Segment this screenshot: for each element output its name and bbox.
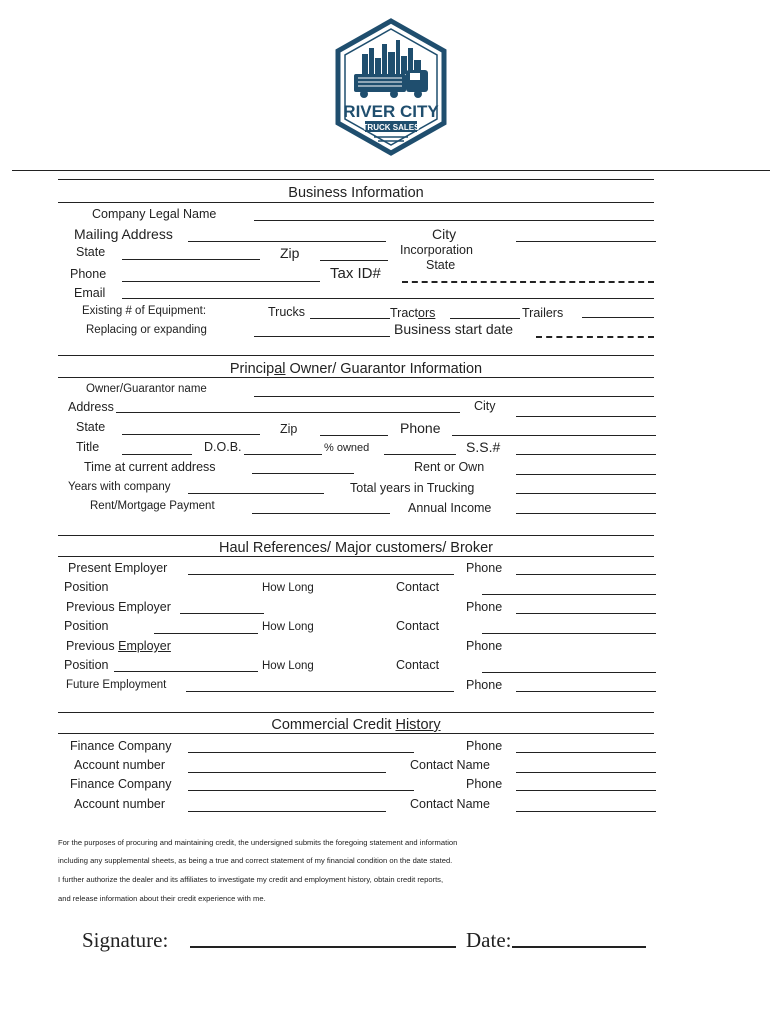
owner-state-label: State <box>76 420 106 434</box>
logo-badge-icon <box>332 18 450 156</box>
business-zip-field[interactable] <box>320 260 388 261</box>
owner-city-label: City <box>474 399 496 413</box>
contact-label-3: Contact <box>396 658 440 672</box>
finance-company-field-1[interactable] <box>188 752 414 753</box>
section-rule <box>58 377 654 378</box>
years-with-company-label: Years with company <box>68 481 171 493</box>
owner-title-field[interactable] <box>122 454 192 455</box>
position-field-2[interactable] <box>154 633 258 634</box>
years-with-company-field[interactable] <box>188 493 324 494</box>
business-state-field[interactable] <box>122 259 260 260</box>
business-zip-label: Zip <box>280 245 300 261</box>
how-long-label-2: How Long <box>262 621 314 633</box>
incorporation-state-label: State <box>426 258 456 272</box>
section-rule <box>58 556 654 557</box>
existing-equipment-label: Existing # of Equipment: <box>82 305 207 317</box>
rent-or-own-field[interactable] <box>516 474 656 475</box>
statement-line-3: I further authorize the dealer and its affiliates to investigate my credit and employment history, obtain credit reports, <box>58 875 444 884</box>
logo-subtitle: TRUCK SALES <box>362 123 420 132</box>
previous-employer-field-1[interactable] <box>180 613 264 614</box>
owner-name-field[interactable] <box>254 396 654 397</box>
business-phone-field[interactable] <box>122 281 320 282</box>
contact-name-field-2[interactable] <box>516 811 656 812</box>
previous-employer-phone-label-1: Phone <box>466 600 503 614</box>
owner-zip-field[interactable] <box>320 435 388 436</box>
owner-city-field[interactable] <box>516 416 656 417</box>
ssn-label: S.S.# <box>466 439 501 455</box>
previous-employer-phone-field-1[interactable] <box>516 613 656 614</box>
signature-label: Signature: <box>82 928 169 952</box>
owner-phone-field[interactable] <box>452 435 656 436</box>
finance-phone-field-2[interactable] <box>516 790 656 791</box>
account-number-label-1: Account number <box>74 758 166 772</box>
business-city-label: City <box>432 226 457 242</box>
date-label: Date: <box>466 928 512 952</box>
position-label-1: Position <box>64 580 109 594</box>
pct-owned-label: % owned <box>324 442 370 454</box>
replacing-expanding-field[interactable] <box>254 336 390 337</box>
section-title-business: Business Information <box>288 185 424 201</box>
time-at-address-label: Time at current address <box>84 460 216 474</box>
tax-id-field[interactable] <box>402 281 654 283</box>
business-start-date-field[interactable] <box>536 336 654 338</box>
owner-address-field[interactable] <box>116 412 460 413</box>
tractors-label: Tractors <box>390 306 436 320</box>
previous-employer-label-1: Previous Employer <box>66 600 171 614</box>
business-state-label: State <box>76 245 106 259</box>
finance-company-label-2: Finance Company <box>70 777 172 791</box>
rent-mortgage-label: Rent/Mortgage Payment <box>90 500 215 512</box>
contact-field-3[interactable] <box>482 672 656 673</box>
statement-line-1: For the purposes of procuring and maintaining credit, the undersigned submits the foregoing statement and information <box>58 838 458 847</box>
dob-label: D.O.B. <box>204 440 242 454</box>
future-employment-phone-label: Phone <box>466 678 503 692</box>
annual-income-field[interactable] <box>516 513 656 514</box>
contact-label-1: Contact <box>396 580 440 594</box>
position-label-3: Position <box>64 658 109 672</box>
trailers-field[interactable] <box>582 317 654 318</box>
company-legal-name-label: Company Legal Name <box>92 207 217 221</box>
finance-phone-label-2: Phone <box>466 777 503 791</box>
present-employer-phone-field[interactable] <box>516 574 656 575</box>
dob-field[interactable] <box>244 454 322 455</box>
section-rule <box>58 202 654 203</box>
business-city-field[interactable] <box>516 241 656 242</box>
total-years-trucking-label: Total years in Trucking <box>350 481 475 495</box>
future-employment-field[interactable] <box>186 691 454 692</box>
email-label: Email <box>74 286 106 300</box>
previous-employer-phone-label-2: Phone <box>466 639 503 653</box>
owner-state-field[interactable] <box>122 434 260 435</box>
company-legal-name-field[interactable] <box>254 220 654 221</box>
future-employment-label: Future Employment <box>66 679 167 691</box>
contact-field-1[interactable] <box>482 594 656 595</box>
section-rule <box>58 535 654 536</box>
trailers-label: Trailers <box>522 306 564 320</box>
section-rule <box>58 355 654 356</box>
section-title-haul: Haul References/ Major customers/ Broker <box>219 540 493 556</box>
present-employer-label: Present Employer <box>68 561 168 575</box>
owner-phone-label: Phone <box>400 420 441 436</box>
business-phone-label: Phone <box>70 267 107 281</box>
section-title-owner: Principal Owner/ Guarantor Information <box>229 361 483 377</box>
owner-zip-label: Zip <box>280 422 298 436</box>
finance-company-label-1: Finance Company <box>70 739 172 753</box>
account-number-field-2[interactable] <box>188 811 386 812</box>
pct-owned-field[interactable] <box>384 454 456 455</box>
company-logo <box>332 18 450 156</box>
contact-field-2[interactable] <box>482 633 656 634</box>
future-employment-phone-field[interactable] <box>516 691 656 692</box>
rent-or-own-label: Rent or Own <box>414 460 485 474</box>
finance-phone-field-1[interactable] <box>516 752 656 753</box>
trucks-field[interactable] <box>310 318 390 319</box>
tractors-field[interactable] <box>450 318 520 319</box>
business-start-date-label: Business start date <box>394 321 514 337</box>
owner-address-label: Address <box>68 400 114 414</box>
contact-name-label-2: Contact Name <box>410 797 490 811</box>
position-label-2: Position <box>64 619 109 633</box>
contact-label-2: Contact <box>396 619 440 633</box>
statement-line-2: including any supplemental sheets, as being a true and correct statement of my financial condition on the date stated. <box>58 856 453 865</box>
account-number-label-2: Account number <box>74 797 166 811</box>
date-field[interactable] <box>512 946 646 948</box>
how-long-label-3: How Long <box>262 660 314 672</box>
trucks-label: Trucks <box>268 305 306 319</box>
contact-name-field-1[interactable] <box>516 772 656 773</box>
statement-line-4: and release information about their credit experience with me. <box>58 894 266 903</box>
finance-phone-label-1: Phone <box>466 739 503 753</box>
how-long-label-1: How Long <box>262 582 314 594</box>
mailing-address-label: Mailing Address <box>74 226 173 242</box>
annual-income-label: Annual Income <box>408 501 492 515</box>
replacing-expanding-label: Replacing or expanding <box>86 324 207 336</box>
contact-name-label-1: Contact Name <box>410 758 490 772</box>
ssn-field[interactable] <box>516 454 656 455</box>
total-years-trucking-field[interactable] <box>516 493 656 494</box>
email-field[interactable] <box>122 298 654 299</box>
section-title-credit: Commercial Credit History <box>271 717 441 733</box>
position-field-3[interactable] <box>114 671 258 672</box>
section-rule <box>58 712 654 713</box>
previous-employer-label-2: Previous Employer <box>66 639 171 653</box>
present-employer-field[interactable] <box>188 574 454 575</box>
logo-title: RIVER CITY <box>343 102 439 121</box>
section-rule <box>58 733 654 734</box>
header-divider <box>12 170 770 171</box>
owner-name-label: Owner/Guarantor name <box>86 383 207 395</box>
mailing-address-field[interactable] <box>188 241 386 242</box>
signature-field[interactable] <box>190 946 456 948</box>
tax-id-label: Tax ID# <box>330 265 381 282</box>
rent-mortgage-field[interactable] <box>252 513 390 514</box>
time-at-address-field[interactable] <box>252 473 354 474</box>
incorporation-label: Incorporation <box>400 243 473 257</box>
finance-company-field-2[interactable] <box>188 790 414 791</box>
present-employer-phone-label: Phone <box>466 561 503 575</box>
owner-title-label: Title <box>76 440 100 454</box>
section-rule <box>58 179 654 180</box>
account-number-field-1[interactable] <box>188 772 386 773</box>
